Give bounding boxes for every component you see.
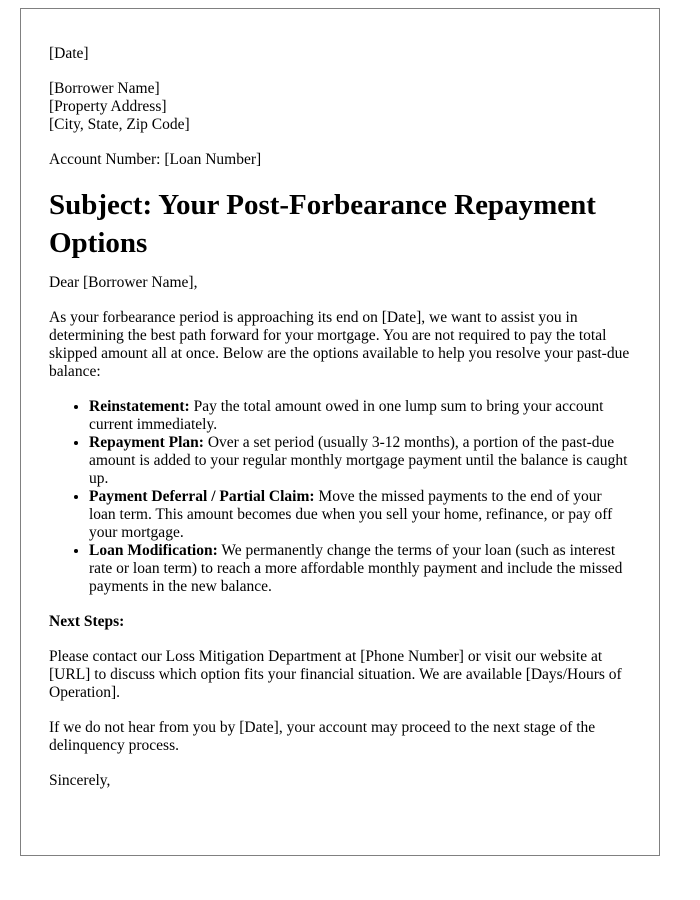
intro-paragraph: As your forbearance period is approaching its end on [Date], we want to assist you in determining the best path forward for your mortgage. You are not required to pay the total skipped amount all at once. Below are the options available to help you resolve your past-due balance:	[49, 309, 630, 380]
option-text: Move the missed payments to the end of your loan term. This amount becomes due when you sell your home, refinance, or pay off your mortgage.	[89, 488, 613, 541]
option-text: We permanently change the terms of your loan (such as interest rate or loan term) to reach a more affordable monthly payment and include the missed payments in the new balance.	[89, 542, 623, 595]
option-text: Over a set period (usually 3-12 months), a portion of the past-due amount is added to your regular monthly mortgage payment until the balance is caught up.	[89, 434, 628, 487]
list-item	[89, 488, 631, 542]
option-label: Payment Deferral / Partial Claim:	[89, 488, 315, 505]
salutation: Dear [Borrower Name],	[49, 274, 198, 291]
next-steps-heading: Next Steps:	[49, 613, 125, 630]
recipient-name: [Borrower Name]	[49, 80, 160, 97]
subject-heading: Subject: Your Post-Forbearance Repayment Options	[49, 189, 596, 259]
option-label: Reinstatement:	[89, 398, 190, 415]
list-item	[89, 434, 631, 488]
letter-page	[20, 8, 660, 856]
recipient-address: [Property Address]	[49, 98, 167, 115]
account-number-line: Account Number: [Loan Number]	[49, 151, 262, 168]
list-item	[89, 398, 631, 434]
contact-paragraph: Please contact our Loss Mitigation Department at [Phone Number] or visit our website at [URL] to discuss which option fits your financial situation. We are available [Days/Hours of Operation].	[49, 648, 622, 701]
list-item	[89, 542, 631, 596]
recipient-city: [City, State, Zip Code]	[49, 116, 190, 133]
repayment-options-list	[49, 398, 631, 596]
recipient-block	[49, 80, 631, 134]
deadline-paragraph: If we do not hear from you by [Date], your account may proceed to the next stage of the delinquency process.	[49, 719, 596, 754]
option-label: Repayment Plan:	[89, 434, 204, 451]
closing-line: Sincerely,	[49, 772, 111, 789]
option-label: Loan Modification:	[89, 542, 218, 559]
date-line: [Date]	[49, 45, 89, 62]
option-text: Pay the total amount owed in one lump sum to bring your account current immediately.	[89, 398, 604, 433]
